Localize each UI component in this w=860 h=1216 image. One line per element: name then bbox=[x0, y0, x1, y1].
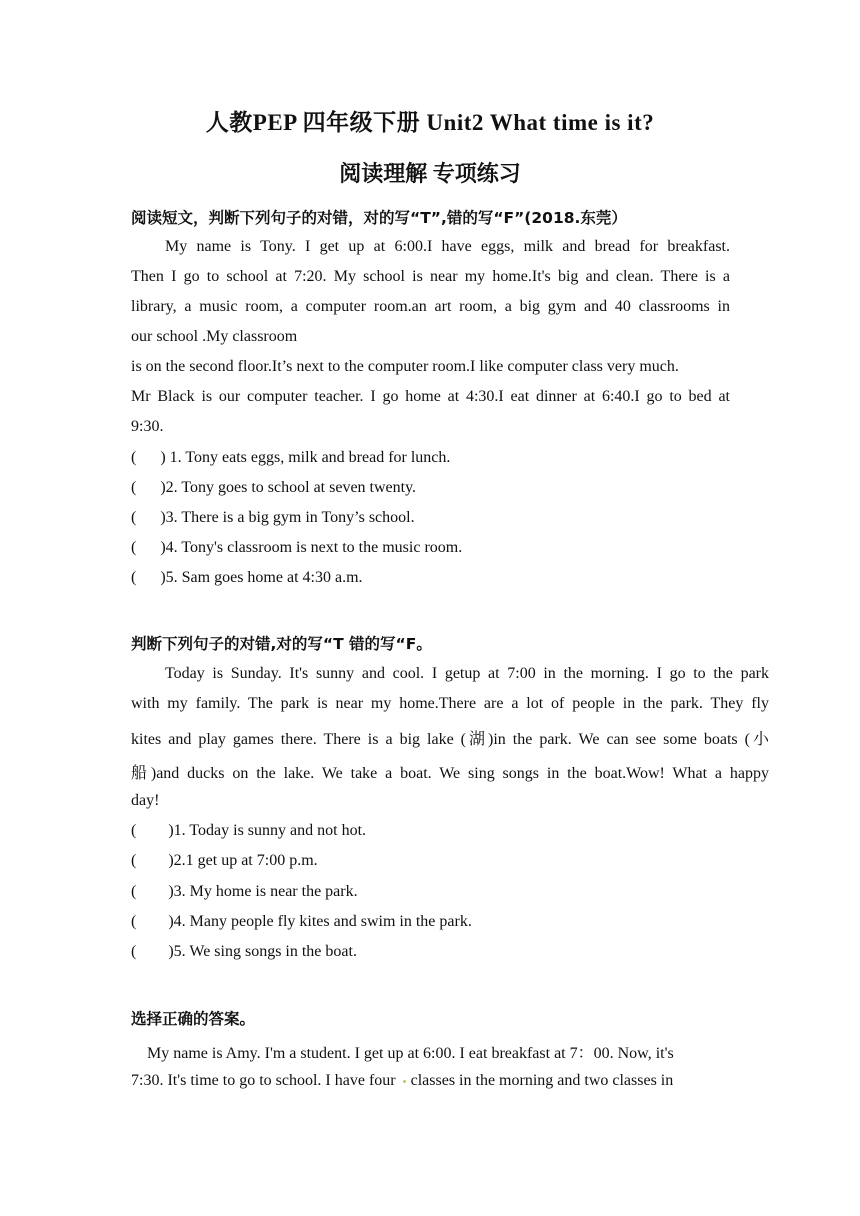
section1-question: ( )2. Tony goes to school at seven twenty. bbox=[131, 479, 417, 496]
section1-question: ( )3. There is a big gym in Tony’s school. bbox=[131, 509, 415, 526]
document-title: 人教PEP 四年级下册 Unit2 What time is it? bbox=[205, 110, 655, 135]
section1-passage-line: is on the second floor.It’s next to the computer room.I like computer class very much. bbox=[131, 358, 679, 375]
section1-passage-line: Mr Black is our computer teacher. I go home at 4:30.I eat dinner at 6:40.I go to bed at bbox=[131, 388, 730, 405]
section3-heading: 选择正确的答案。 bbox=[131, 1010, 256, 1028]
section2-question: ( )3. My home is near the park. bbox=[131, 883, 358, 900]
section2-question: ( )1. Today is sunny and not hot. bbox=[131, 822, 367, 839]
section1-heading: 阅读短文，判断下列句子的对错，对的写“T”,错的写“F”(2018.东莞） bbox=[131, 209, 627, 227]
section2-question: ( )4. Many people fly kites and swim in the park. bbox=[131, 913, 472, 930]
document-subtitle: 阅读理解 专项练习 bbox=[339, 161, 521, 186]
section3-passage-text: classes in the morning and two classes in bbox=[410, 1072, 674, 1089]
section2-passage-line: Today is Sunday. It's sunny and cool. I getup at 7:00 in the morning. I go to the park bbox=[165, 665, 769, 682]
section2-passage-line: with my family. The park is near my home.There are a lot of people in the park. They fly bbox=[131, 695, 769, 712]
section2-passage-line: kites and play games there. There is a big lake (湖)in the park. We can see some boats (小 bbox=[131, 731, 769, 748]
section2-passage-line: day! bbox=[131, 792, 160, 809]
section1-passage-line: library, a music room, a computer room.an art room, a big gym and 40 classrooms in bbox=[131, 298, 730, 315]
section2-question: ( )5. We sing songs in the boat. bbox=[131, 943, 357, 960]
section1-question: ( ) 1. Tony eats eggs, milk and bread for lunch. bbox=[131, 449, 451, 466]
section2-passage-line: 船)and ducks on the lake. We take a boat. We sing songs in the boat.Wow! What a happy bbox=[131, 765, 769, 782]
section2-question: ( )2.1 get up at 7:00 p.m. bbox=[131, 852, 318, 869]
section3-passage-line bbox=[131, 1072, 673, 1090]
section1-question: ( )5. Sam goes home at 4:30 a.m. bbox=[131, 569, 363, 586]
section3-passage-line: My name is Amy. I'm a student. I get up at 6:00. I eat breakfast at 7：00. Now, it's bbox=[147, 1045, 674, 1062]
section2-heading: 判断下列句子的对错,对的写“T 错的写“F。 bbox=[131, 635, 432, 653]
section1-passage-line: Then I go to school at 7:20. My school is near my home.It's big and clean. There is a bbox=[131, 268, 730, 285]
section1-passage-line: 9:30. bbox=[131, 418, 164, 435]
section1-passage-line: our school .My classroom bbox=[131, 328, 298, 345]
section1-question: ( )4. Tony's classroom is next to the music room. bbox=[131, 539, 463, 556]
section3-passage-text: 7:30. It's time to go to school. I have four bbox=[131, 1072, 396, 1089]
stray-dot-mark bbox=[403, 1080, 406, 1083]
section1-passage-line: My name is Tony. I get up at 6:00.I have eggs, milk and bread for breakfast. bbox=[165, 238, 730, 255]
